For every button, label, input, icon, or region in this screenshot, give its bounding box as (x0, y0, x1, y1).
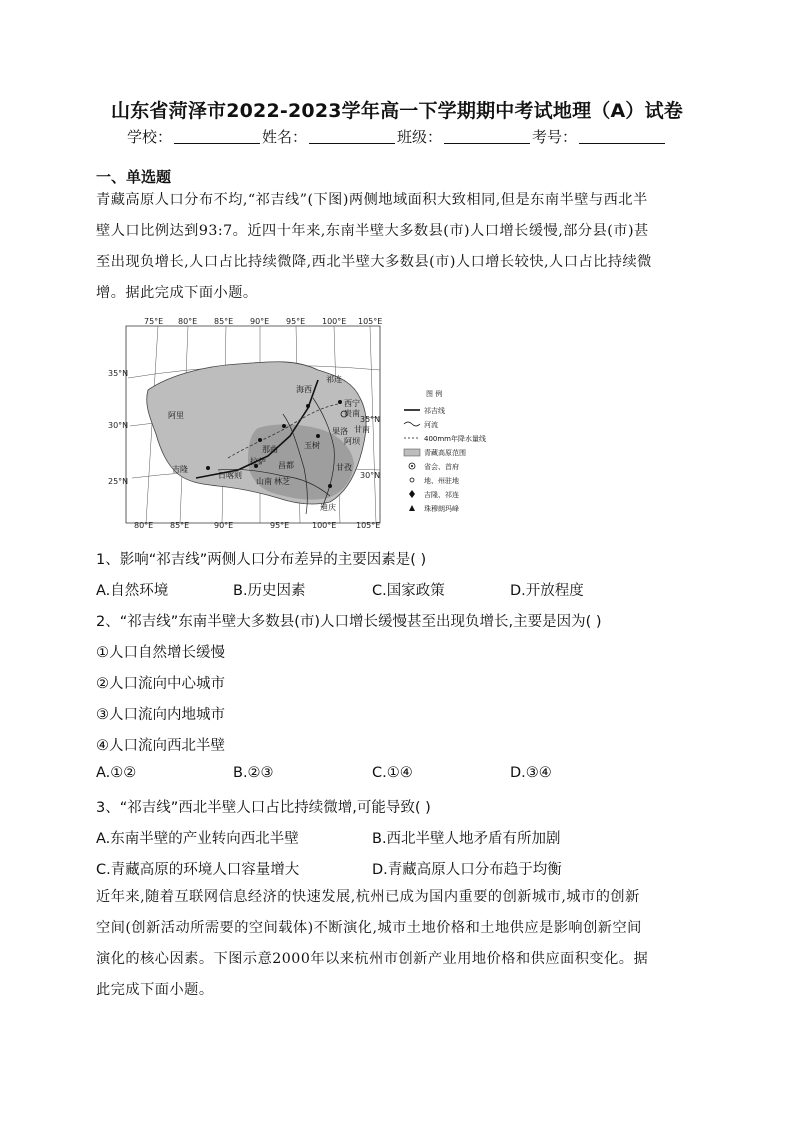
q2-option-d[interactable]: D.③④ (510, 765, 552, 781)
question-3-stem: 3、“祁吉线”西北半壁人口占比持续微增,可能导致( ) (96, 800, 431, 816)
legend-item: 青藏高原范围 (424, 449, 466, 457)
school-field (127, 126, 262, 147)
qinghai-tibet-map (108, 318, 508, 528)
top-tick: 95°E (286, 318, 306, 326)
legend-title: 图 例 (426, 390, 443, 398)
place-label: 林芝 (274, 477, 290, 486)
q1-option-a[interactable]: A.自然环境 (96, 583, 169, 599)
q2-option-b[interactable]: B.②③ (233, 765, 274, 781)
passage-line: 增。据此完成下面小题。 (96, 285, 258, 301)
q2-option-c[interactable]: C.①④ (372, 765, 413, 781)
legend-item: 河流 (424, 421, 438, 429)
legend-item: 400mm年降水量线 (424, 435, 486, 443)
legend-item: 省会、首府 (424, 463, 459, 471)
exam-number-field (532, 126, 667, 147)
place-label: 迪庆 (320, 503, 336, 512)
left-tick: 25°N (108, 477, 129, 486)
q2-item: ④人口流向西北半壁 (96, 738, 225, 754)
passage-line: 壁人口比例达到93:7。近四十年来,东南半壁大多数县(市)人口增长缓慢,部分县(市)甚 (96, 223, 649, 239)
place-label: 拉萨 (250, 457, 266, 466)
q3-option-a[interactable]: A.东南半壁的产业转向西北半壁 (96, 831, 299, 847)
q1-option-b[interactable]: B.历史因素 (233, 583, 306, 599)
place-label: 吉隆 (172, 465, 188, 474)
place-label: 日喀则 (218, 471, 242, 480)
legend-item: 吉隆、祁连 (424, 491, 459, 499)
page-title: 山东省菏泽市2022-2023学年高一下学期期中考试地理（A）试卷 (111, 100, 683, 122)
place-label: 山南 (256, 477, 272, 486)
top-tick: 75°E (144, 318, 164, 326)
passage-2 (96, 882, 698, 1006)
section-heading: 一、单选题 (96, 168, 172, 186)
bottom-tick: 80°E (134, 521, 154, 528)
passage-line: 演化的核心因素。下图示意2000年以来杭州市创新产业用地价格和供应面积变化。据 (96, 951, 649, 967)
legend-item: 祁吉线 (424, 407, 445, 415)
school-blank[interactable] (174, 131, 260, 144)
q1-option-c[interactable]: C.国家政策 (372, 583, 445, 599)
right-tick: 30°N (360, 471, 381, 480)
place-label: 贵南 (344, 409, 360, 418)
top-tick: 100°E (322, 318, 347, 326)
top-tick: 80°E (178, 318, 198, 326)
place-label: 果洛 (332, 427, 348, 436)
q3-option-d[interactable]: D.青藏高原人口分布趋于均衡 (372, 862, 562, 878)
right-tick: 35°N (360, 415, 381, 424)
left-tick: 30°N (108, 421, 129, 430)
legend-item: 地、州驻地 (424, 477, 459, 485)
passage-line: 近年来,随着互联网信息经济的快速发展,杭州已成为国内重要的创新城市,城市的创新 (96, 889, 640, 905)
bottom-tick: 100°E (312, 521, 337, 528)
passage-1 (96, 185, 698, 309)
place-label: 海西 (296, 385, 312, 394)
name-blank[interactable] (309, 131, 395, 144)
question-2-stem: 2、“祁吉线”东南半壁大多数县(市)人口增长缓慢甚至出现负增长,主要是因为( ) (96, 614, 602, 630)
passage-line: 此完成下面小题。 (96, 982, 214, 998)
q2-item: ③人口流向内地城市 (96, 707, 225, 723)
q3-option-c[interactable]: C.青藏高原的环境人口容量增大 (96, 862, 300, 878)
place-label: 阿里 (168, 411, 184, 420)
exam-number-blank[interactable] (579, 131, 665, 144)
place-label: 甘南 (354, 425, 370, 434)
place-label: 西宁 (344, 399, 360, 408)
bottom-tick: 95°E (270, 521, 290, 528)
q3-option-b[interactable]: B.西北半壁人地矛盾有所加剧 (372, 831, 561, 847)
place-label: 甘孜 (336, 463, 352, 472)
name-field (262, 126, 397, 147)
class-field (397, 126, 532, 147)
bottom-tick: 105°E (356, 521, 381, 528)
name-label: 姓名： (261, 128, 307, 146)
bottom-tick: 85°E (170, 521, 190, 528)
left-tick: 35°N (108, 369, 129, 378)
legend-item: 珠穆朗玛峰 (424, 505, 459, 513)
map-figure (108, 318, 508, 528)
passage-line: 青藏高原人口分布不均,“祁吉线”(下图)两侧地域面积大致相同,但是东南半壁与西北半 (96, 192, 648, 208)
place-label: 那曲 (262, 445, 278, 454)
q2-item: ①人口自然增长缓慢 (96, 645, 225, 661)
q2-item: ②人口流向中心城市 (96, 676, 225, 692)
top-tick: 105°E (358, 318, 383, 326)
top-tick: 90°E (250, 318, 270, 326)
student-info-row (0, 126, 794, 147)
place-label: 阿坝 (344, 437, 360, 446)
top-tick: 85°E (214, 318, 234, 326)
place-label: 祁连 (326, 375, 342, 384)
q2-option-a[interactable]: A.①② (96, 765, 137, 781)
passage-line: 至出现负增长,人口占比持续微降,西北半壁大多数县(市)人口增长较快,人口占比持续微 (96, 254, 652, 270)
class-blank[interactable] (444, 131, 530, 144)
class-label: 班级： (397, 128, 443, 146)
school-label: 学校： (126, 128, 172, 146)
question-1-stem: 1、影响“祁吉线”两侧人口分布差异的主要因素是( ) (96, 552, 427, 568)
q1-option-d[interactable]: D.开放程度 (510, 583, 584, 599)
exam-number-label: 考号： (532, 128, 578, 146)
passage-line: 空间(创新活动所需要的空间载体)不断演化,城市土地价格和土地供应是影响创新空间 (96, 920, 642, 936)
place-label: 昌都 (278, 461, 294, 470)
place-label: 玉树 (304, 441, 320, 450)
bottom-tick: 90°E (214, 521, 234, 528)
map-legend (404, 389, 486, 513)
